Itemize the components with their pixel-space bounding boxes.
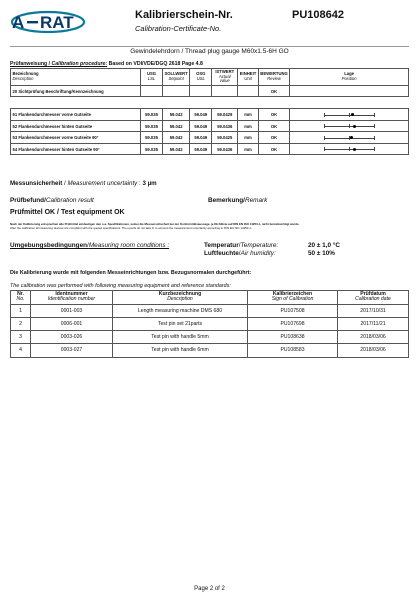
table-row: 54 Flankendurchmesser hinten Gutseite 90° 59.035 59.042 59.049 59.0436 mm OK: [11, 143, 409, 155]
certificate-number: PU108642: [292, 9, 344, 21]
col-header-unit: EINHEIT Unit: [238, 69, 259, 86]
usl-tick: [374, 136, 375, 140]
position-indicator: [290, 109, 409, 121]
remark-label: Bemerkung/Remark: [208, 197, 268, 204]
calibration-result-label: Prüfbefund/Calibration result: [10, 197, 94, 204]
humidity-line: Luftfeuchte/Air humidity: 50 ± 10%: [204, 250, 335, 257]
position-scale: [321, 146, 377, 152]
svg-text:RAT: RAT: [40, 13, 74, 32]
arat-logo: [10, 8, 120, 36]
temperature-line: Temperatur/Temperature: 20 ± 1,0 °C: [204, 242, 340, 249]
procedure-label-en: Calibration procedure: [51, 61, 106, 67]
table-row: 3 0003-026 Test pin with handle 5mm PU108638 2018/03/06: [11, 331, 409, 344]
table-row: 52 Flankendurchmesser hinten Gutseite 59.035 59.042 59.049 59.0436 mm OK: [11, 120, 409, 132]
environment-values: [204, 242, 340, 258]
actual-value-dot: [353, 148, 356, 151]
equipment-header-row: [11, 291, 409, 305]
actual-value-dot: [353, 125, 356, 128]
equipment-table: [10, 290, 409, 358]
certificate-title: Kalibrierschein-Nr.: [135, 9, 233, 21]
certificate-subtitle: Calibration-Certificate-No.: [135, 24, 222, 33]
measurement-uncertainty: Messunsicherheit / Measurement uncertainty : 3 µm: [10, 180, 157, 187]
lsl-tick: [324, 113, 325, 117]
table-row: 1 0001-003 Length measuring machine DMS 680 PU107508 2017/10/31: [11, 304, 409, 317]
lsl-tick: [324, 124, 325, 128]
table-row: 53 Flankendurchmesser vorne Gutseite 90° 59.035 59.042 59.049 59.0425 mm OK: [11, 132, 409, 144]
col-header-sign: Kalibrierzeichen Sign of Calibration: [248, 291, 338, 305]
col-header-usl: OSG USL: [190, 69, 212, 86]
col-header-review: BEWERTUNG Review: [258, 69, 289, 86]
col-header-desc: Kurzbezeichnung Description: [113, 291, 248, 305]
procedure-value: Based on VDI/VDE/DGQ 2618 Page 4.8: [108, 61, 203, 67]
table-row: 2 0006-001 Test pin set 21parts PU107698 2017/11/21: [11, 318, 409, 331]
svg-text:A: A: [12, 13, 25, 32]
conformity-note: Nach der Kalibrierung entsprechen alle Prüfmittel eindeutigen den o.a. Spezifikationen, wobei die Messunsicherheit bei der Konformitätsaussage, je Richtlinie auf DIN EN ISO 14253-1, nicht berücksichtigt wurde. After the calibration all measuring devices are compliant with the quoted specifications. The results do not take in to account the measurement uncertainty according to DIN EN ISO 14253-1.: [10, 222, 300, 230]
measurement-table: [10, 68, 409, 155]
col-header-description: Bezeichnung Description: [11, 69, 141, 86]
marking-description: 20 Sichtprüfung Beschriftung/Kennzeichnung: [11, 85, 141, 97]
temperature-value: 20 ± 1,0 °C: [308, 242, 340, 249]
procedure-line: Prüfanweisung / Calibration procedure: Based on VDI/VDE/DGQ 2618 Page 4.8: [10, 61, 203, 67]
lsl-tick: [324, 147, 325, 151]
equipment-subheading: The calibration was performed with following measuring equipment and reference standards:: [10, 283, 231, 289]
actual-value-dot: [351, 113, 354, 116]
spacer-row: [11, 97, 409, 109]
col-header-setpoint: SOLLWERT Setpoint: [163, 69, 190, 86]
uncertainty-value: 3 µm: [142, 180, 157, 187]
col-header-id: Identnummer Identification number: [31, 291, 113, 305]
position-scale: [321, 112, 377, 118]
calibration-result-text: Prüfmittel OK / Test equipment OK: [10, 209, 125, 216]
marking-row: [11, 85, 409, 97]
usl-tick: [374, 147, 375, 151]
position-scale: [321, 135, 377, 141]
setpoint-tick: [349, 147, 350, 151]
col-header-no: Nr. No.: [11, 291, 31, 305]
actual-value-dot: [350, 136, 353, 139]
col-header-actual: ISTWERT Actual value: [212, 69, 238, 86]
setpoint-tick: [349, 124, 350, 128]
environment-label: Umgebungsbedingungen/Measuring room conditions :: [10, 242, 170, 249]
humidity-value: 50 ± 10%: [308, 250, 335, 257]
document-header: [10, 6, 409, 47]
usl-tick: [374, 113, 375, 117]
lsl-tick: [324, 136, 325, 140]
page-number: Page 2 of 2: [194, 586, 225, 592]
marking-review: OK: [258, 85, 289, 97]
measurement-header-row: [11, 69, 409, 86]
col-header-date: Prüfdatum Calibration date: [338, 291, 409, 305]
procedure-label-de: Prüfanweisung: [10, 61, 48, 67]
setpoint-tick: [349, 113, 350, 117]
col-header-position: Lage Position: [290, 69, 409, 86]
position-scale: [321, 123, 377, 129]
table-row: 51 Flankendurchmesser vorne Gutseite 59.035 59.042 59.049 59.0429 mm OK: [11, 109, 409, 121]
col-header-lsl: USG LSL: [141, 69, 163, 86]
equipment-heading: Die Kalibrierung wurde mit folgenden Messeinrichtungen bzw. Bezugsnormalen durchgeführt:: [10, 270, 252, 276]
usl-tick: [374, 124, 375, 128]
position-indicator: [290, 143, 409, 155]
gauge-description: Gewindelehrdorn / Thread plug gauge M60x1.5-6H GO: [130, 48, 289, 55]
position-indicator: [290, 132, 409, 144]
table-row: 4 0003-027 Test pin with handle 6mm PU108583 2018/03/06: [11, 344, 409, 357]
position-indicator: [290, 120, 409, 132]
